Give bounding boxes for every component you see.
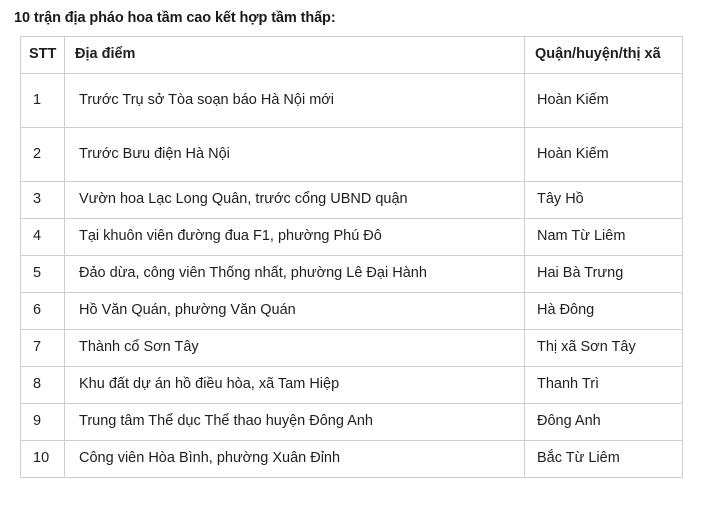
cell-index: 7 — [21, 330, 65, 367]
cell-index: 4 — [21, 219, 65, 256]
cell-index: 10 — [21, 441, 65, 478]
cell-index: 5 — [21, 256, 65, 293]
cell-location: Thành cổ Sơn Tây — [65, 330, 525, 367]
table-row — [21, 182, 683, 219]
table-row — [21, 128, 683, 182]
table-row — [21, 330, 683, 367]
cell-district: Hoàn Kiếm — [525, 128, 683, 182]
table-header-row — [21, 37, 683, 74]
table-row — [21, 219, 683, 256]
cell-index: 8 — [21, 367, 65, 404]
cell-index: 3 — [21, 182, 65, 219]
column-header-index: STT — [21, 37, 65, 74]
column-header-location: Địa điểm — [65, 37, 525, 74]
cell-district: Hoàn Kiếm — [525, 74, 683, 128]
cell-location: Trước Bưu điện Hà Nội — [65, 128, 525, 182]
table-row — [21, 256, 683, 293]
fireworks-table-container — [20, 36, 682, 478]
cell-index: 1 — [21, 74, 65, 128]
cell-district: Tây Hồ — [525, 182, 683, 219]
cell-location: Trung tâm Thể dục Thể thao huyện Đông Anh — [65, 404, 525, 441]
column-header-district: Quận/huyện/thị xã — [525, 37, 683, 74]
page-title: 10 trận địa pháo hoa tầm cao kết hợp tầm thấp: — [14, 10, 336, 26]
table-row — [21, 404, 683, 441]
cell-location: Khu đất dự án hồ điều hòa, xã Tam Hiệp — [65, 367, 525, 404]
cell-district: Thị xã Sơn Tây — [525, 330, 683, 367]
cell-index: 9 — [21, 404, 65, 441]
cell-district: Bắc Từ Liêm — [525, 441, 683, 478]
cell-location: Đảo dừa, công viên Thống nhất, phường Lê Đại Hành — [65, 256, 525, 293]
cell-district: Hà Đông — [525, 293, 683, 330]
table-row — [21, 441, 683, 478]
cell-location: Trước Trụ sở Tòa soạn báo Hà Nội mới — [65, 74, 525, 128]
cell-location: Công viên Hòa Bình, phường Xuân Đỉnh — [65, 441, 525, 478]
table-row — [21, 74, 683, 128]
cell-district: Hai Bà Trưng — [525, 256, 683, 293]
cell-index: 6 — [21, 293, 65, 330]
cell-district: Thanh Trì — [525, 367, 683, 404]
table-row — [21, 293, 683, 330]
table-row — [21, 367, 683, 404]
cell-index: 2 — [21, 128, 65, 182]
fireworks-locations-table — [20, 36, 683, 478]
cell-location: Vườn hoa Lạc Long Quân, trước cổng UBND quận — [65, 182, 525, 219]
cell-location: Hồ Văn Quán, phường Văn Quán — [65, 293, 525, 330]
table-body — [21, 74, 683, 478]
cell-district: Nam Từ Liêm — [525, 219, 683, 256]
table-header — [21, 37, 683, 74]
cell-location: Tại khuôn viên đường đua F1, phường Phú Đô — [65, 219, 525, 256]
cell-district: Đông Anh — [525, 404, 683, 441]
